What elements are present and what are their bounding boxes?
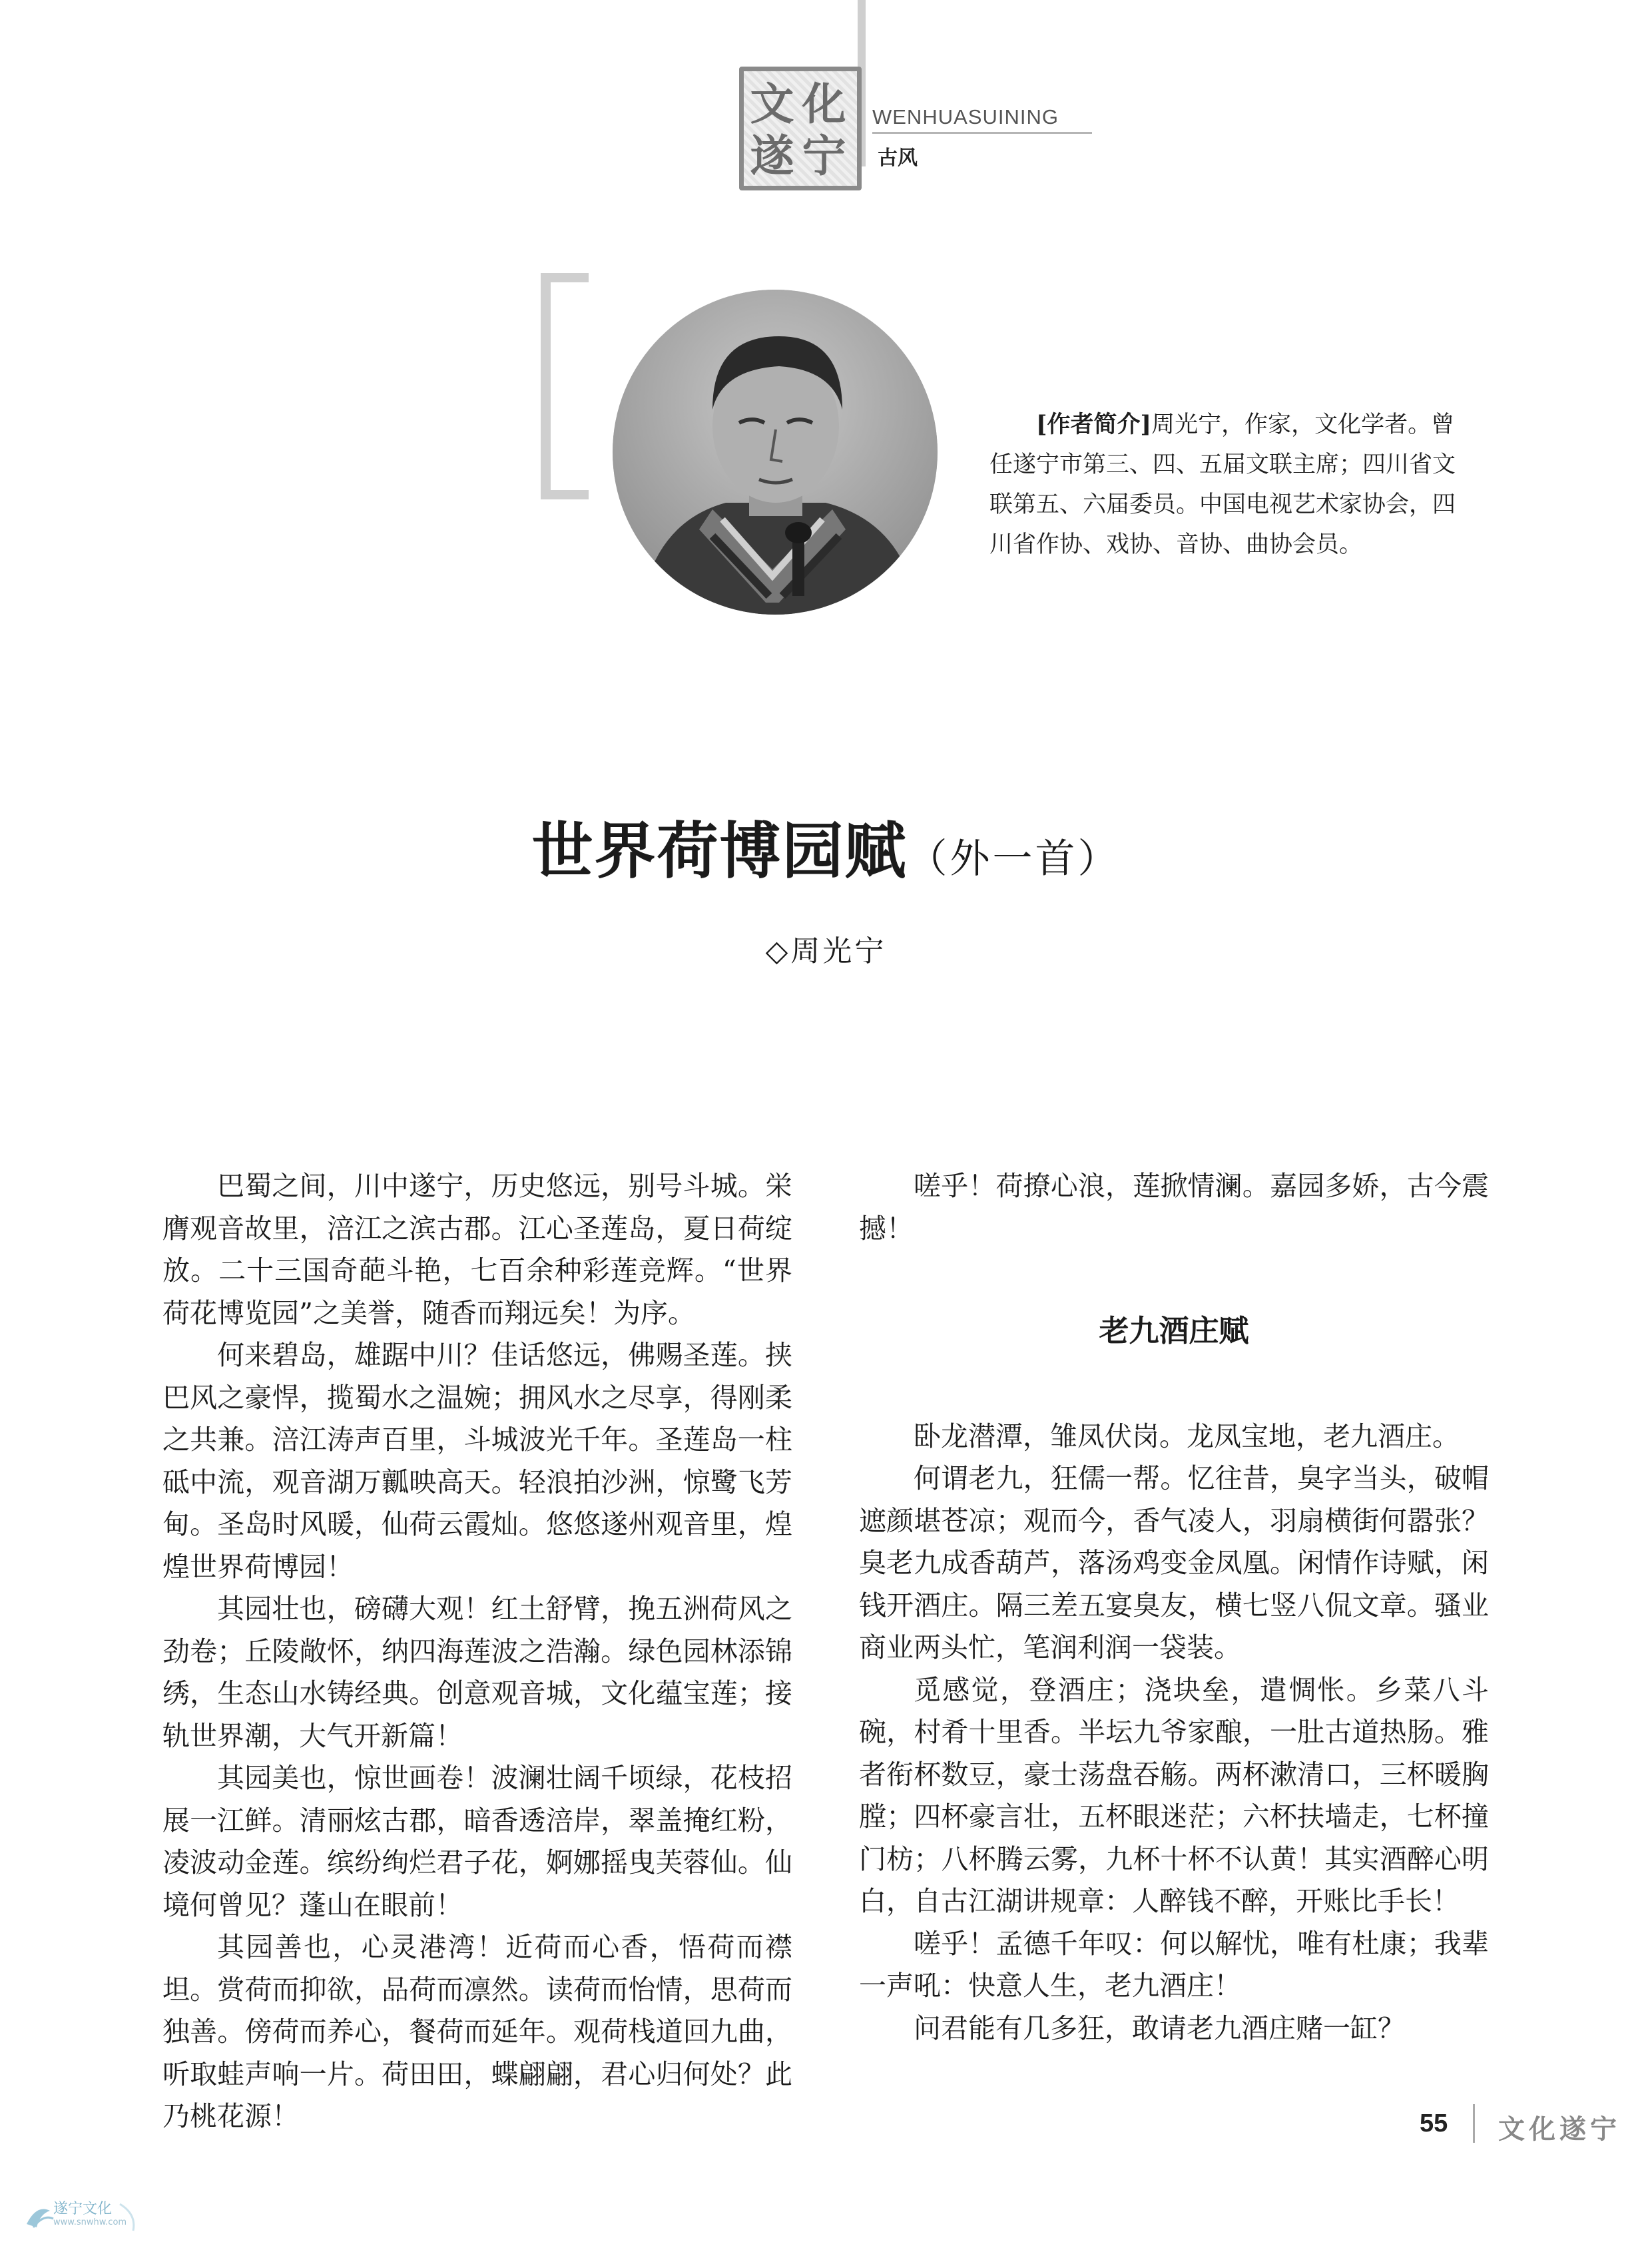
title-sub: （外一首） [907, 836, 1121, 882]
magazine-logo [739, 67, 862, 190]
right-column [859, 1165, 1489, 2050]
author-portrait [613, 290, 938, 615]
footer-divider [1473, 2104, 1475, 2143]
bracket-decoration [541, 273, 589, 499]
paragraph: 其园美也，惊世画卷！波澜壮阔千顷绿，花枝招展一江鲜。清丽炫古郡，暗香透涪岸，翠盖掩红粉，凌波动金莲。缤纷绚烂君子花，婀娜摇曳芙蓉仙。仙境何曾见？蓬山在眼前！ [162, 1762, 792, 1921]
paragraph: 觅感觉，登酒庄；浇块垒，遣惆怅。乡菜八斗碗，村肴十里香。半坛九爷家酿，一肚古道热肠。雅者衔杯数豆，豪士荡盘吞觞。两杯漱清口，三杯暖胸膛；四杯豪言壮，五杯眼迷茫；六杯扶墙走，七杯撞门枋；八杯腾云雾，九杯十杯不认黄！其实酒醉心明白，自古江湖讲规章：人醉钱不醉，开账比手长！ [859, 1673, 1489, 1917]
paragraph: 何来碧岛，雄踞中川？佳话悠远，佛赐圣莲。挟巴风之豪悍，揽蜀水之温婉；拥风水之尽享，得刚柔之共兼。涪江涛声百里，斗城波光千年。圣莲岛一柱砥中流，观音湖万瓤映高天。轻浪拍沙洲，惊鹭飞芳甸。圣岛时风暖，仙荷云霞灿。悠悠遂州观音里，煌煌世界荷博园！ [162, 1339, 792, 1583]
footer-magazine-name: 文化遂宁 [1498, 2113, 1621, 2145]
logo-char: 宁 [802, 129, 846, 182]
paragraph: 其园壮也，磅礴大观！红土舒臂，挽五洲荷风之劲卷；丘陵敞怀，纳四海莲波之浩瀚。绿色园林添锦绣，生态山水铸经典。创意观音城，文化蕴宝莲；接轨世界潮，大气开新篇！ [162, 1593, 792, 1752]
bio-label: [作者简介] [1036, 411, 1152, 438]
page-number: 55 [1420, 2109, 1448, 2137]
publication-name-en: WENHUASUINING [872, 105, 1059, 129]
paragraph: 卧龙潜潭，雏凤伏岗。龙凤宝地，老九酒庄。 [914, 1420, 1460, 1452]
paragraph: 何谓老九，狂儒一帮。忆往昔，臭字当头，破帽遮颜堪苍凉；观而今，香气凌人，羽扇横街何嚣张？臭老九成香葫芦，落汤鸡变金凤凰。闲情作诗赋，闲钱开酒庄。隔三差五宴臭友，横七竖八侃文章。骚业商业两头忙，笔润利润一袋装。 [859, 1462, 1489, 1663]
logo-char: 文 [750, 77, 794, 130]
article-title [0, 802, 1652, 890]
paragraph: 其园善也，心灵港湾！近荷而心香，悟荷而襟坦。赏荷而抑欲，品荷而凛然。读荷而怡情，思荷而独善。傍荷而养心，餐荷而延年。观荷栈道回九曲，听取蛙声响一片。荷田田，蝶翩翩，君心归何处？此乃桃花源！ [162, 1931, 792, 2132]
author-bio [989, 405, 1461, 565]
logo-char: 遂 [750, 129, 794, 182]
section-label: 古风 [878, 147, 918, 169]
header-rule [872, 132, 1092, 134]
paragraph: 巴蜀之间，川中遂宁，历史悠远，别号斗城。栄膺观音故里，涪江之滨古郡。江心圣莲岛，夏日荷绽放。二十三国奇葩斗艳，七百余种彩莲竞辉。“世界荷花博览园”之美誉，随香而翔远矣！为序。 [162, 1170, 792, 1329]
byline: ◇周光宁 [765, 934, 887, 968]
logo-char: 化 [802, 77, 846, 130]
paragraph: 问君能有几多狂，敢请老九酒庄赌一缸？ [914, 2012, 1405, 2044]
watermark-text: 遂宁文化 [53, 2201, 113, 2217]
bio-text: 周光宁，作家，文化学者。曾任遂宁市第三、四、五届文联主席；四川省文联第五、六届委员。中国电视艺术家协会，四川省作协、戏协、音协、曲协会员。 [989, 412, 1456, 558]
title-main: 世界荷博园赋 [531, 815, 908, 887]
left-column [162, 1165, 792, 2138]
paragraph: 嗟乎！孟德千年叹：何以解忧，唯有杜康；我辈一声吼：快意人生，老九酒庄！ [859, 1927, 1489, 2002]
paragraph: 嗟乎！荷撩心浪，莲掀情澜。嘉园多娇，古今震撼！ [859, 1170, 1489, 1245]
poem-title: 老九酒庄赋 [1099, 1313, 1249, 1348]
watermark-url: www.snwhw.com [53, 2217, 127, 2227]
